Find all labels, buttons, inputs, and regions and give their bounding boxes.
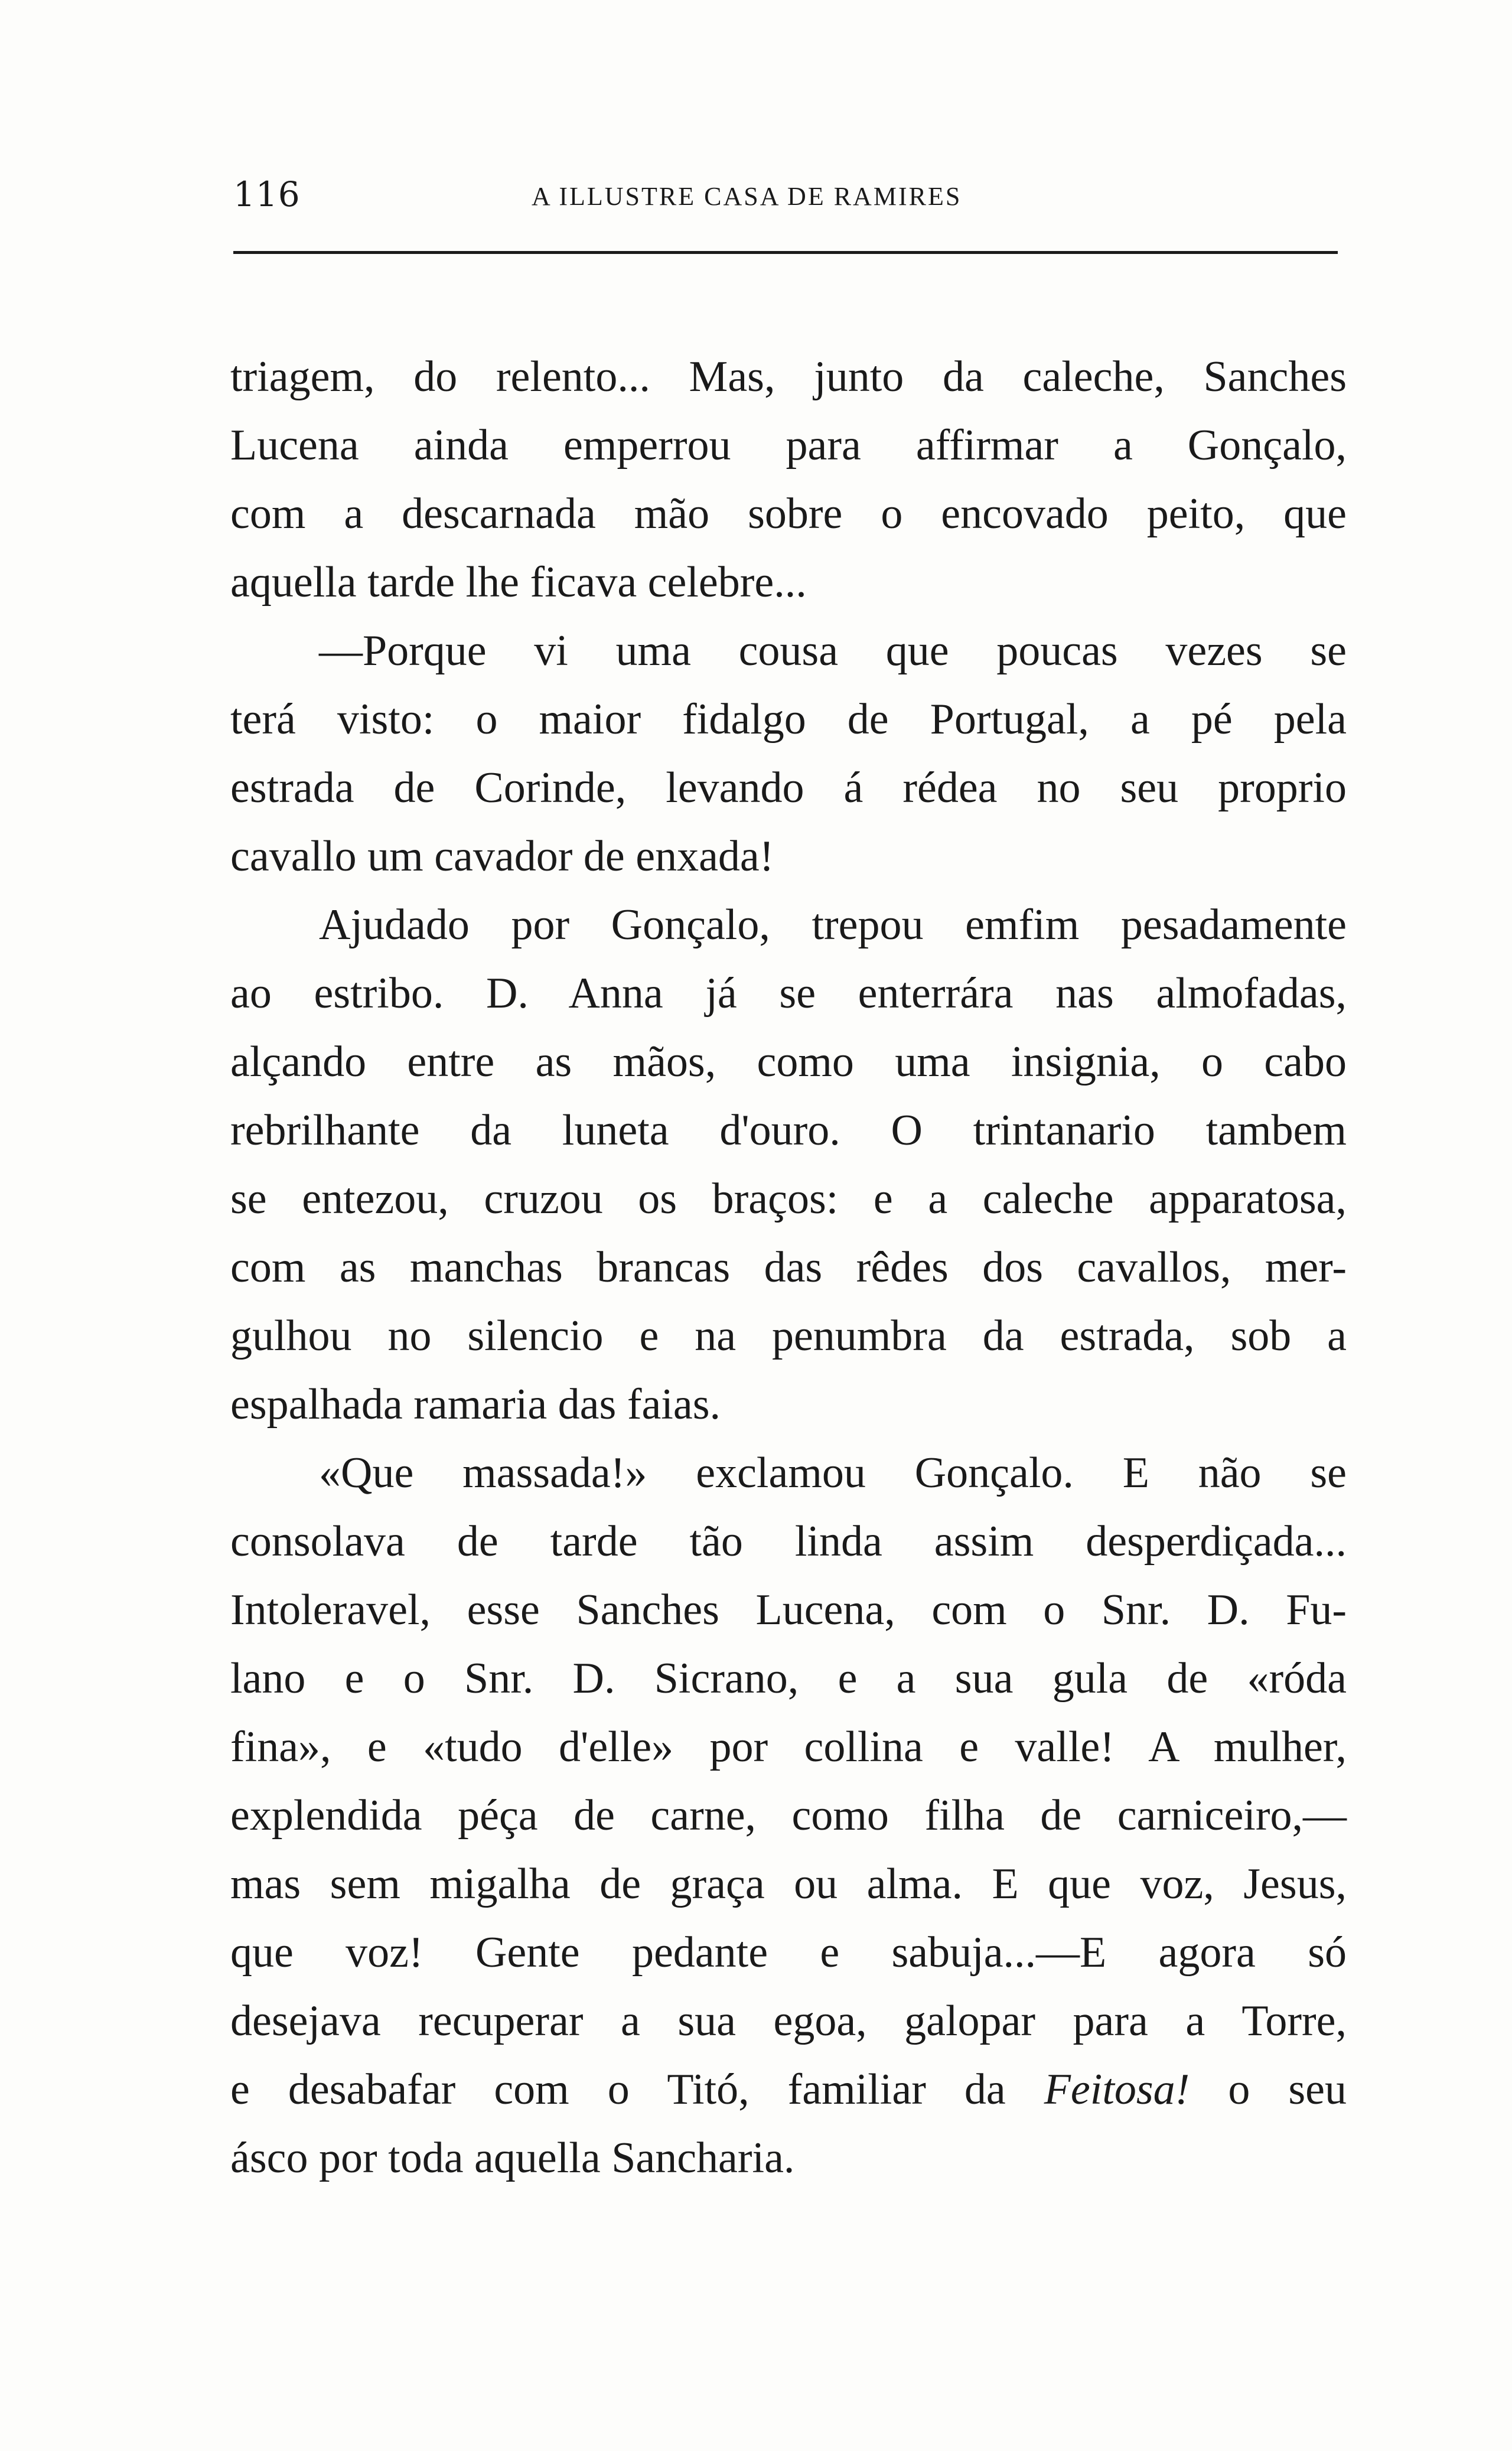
text-line: estrada de Corinde, levando á rédea no seu proprio [230, 764, 1347, 812]
running-head [233, 174, 1338, 221]
text-segment: e desabafar com o Titó, familiar da [230, 2065, 1044, 2114]
italic-title: Feitosa! [1044, 2065, 1190, 2114]
text-line: que voz! Gente pedante e sabuja...—E agora só [230, 1928, 1347, 1977]
text-line: com as manchas brancas das rêdes dos cavallos, mer- [230, 1243, 1347, 1292]
text-segment: o seu [1190, 2065, 1347, 2114]
text-line-with-italic [230, 2055, 1347, 2124]
body-text [230, 343, 1347, 2192]
text-line: rebrilhante da luneta d'ouro. O trintanario tambem [230, 1106, 1347, 1155]
text-line: cavallo um cavador de enxada! [230, 832, 774, 881]
text-line: desejava recuperar a sua egoa, galopar para a Torre, [230, 1997, 1347, 2045]
running-title: A ILLUSTRE CASA DE RAMIRES [532, 182, 962, 211]
text-line: gulhou no silencio e na penumbra da estrada, sob a [230, 1312, 1347, 1360]
text-line: ao estribo. D. Anna já se enterrára nas almofadas, [230, 969, 1347, 1018]
text-line: terá visto: o maior fidalgo de Portugal, a pé pela [230, 695, 1347, 744]
text-line: alçando entre as mãos, como uma insignia, o cabo [230, 1038, 1347, 1086]
text-line: se entezou, cruzou os braços: e a caleche apparatosa, [230, 1175, 1347, 1223]
text-line: aquella tarde lhe ficava celebre... [230, 558, 807, 607]
text-line: espalhada ramaria das faias. [230, 1380, 721, 1429]
text-line: —Porque vi uma cousa que poucas vezes se [319, 627, 1347, 675]
text-line: Intoleravel, esse Sanches Lucena, com o Snr. D. Fu- [230, 1586, 1347, 1634]
text-line: lano e o Snr. D. Sicrano, e a sua gula de «róda [230, 1654, 1347, 1703]
text-line: mas sem migalha de graça ou alma. E que voz, Jesus, [230, 1860, 1347, 1908]
text-line: explendida péça de carne, como filha de carniceiro,— [230, 1791, 1347, 1840]
text-line: «Que massada!» exclamou Gonçalo. E não se [319, 1449, 1347, 1497]
text-line: ásco por toda aquella Sancharia. [230, 2134, 795, 2182]
page-number: 116 [233, 174, 301, 214]
text-line: consolava de tarde tão linda assim desperdiçada... [230, 1517, 1347, 1566]
text-line: Lucena ainda emperrou para affirmar a Gonçalo, [230, 421, 1347, 470]
header-rule [233, 251, 1338, 254]
text-line: Ajudado por Gonçalo, trepou emfim pesadamente [319, 901, 1347, 949]
text-line: com a descarnada mão sobre o encovado peito, que [230, 490, 1347, 538]
text-line: triagem, do relento... Mas, junto da caleche, Sanches [230, 353, 1347, 401]
text-line: fina», e «tudo d'elle» por collina e valle! A mulher, [230, 1723, 1347, 1771]
